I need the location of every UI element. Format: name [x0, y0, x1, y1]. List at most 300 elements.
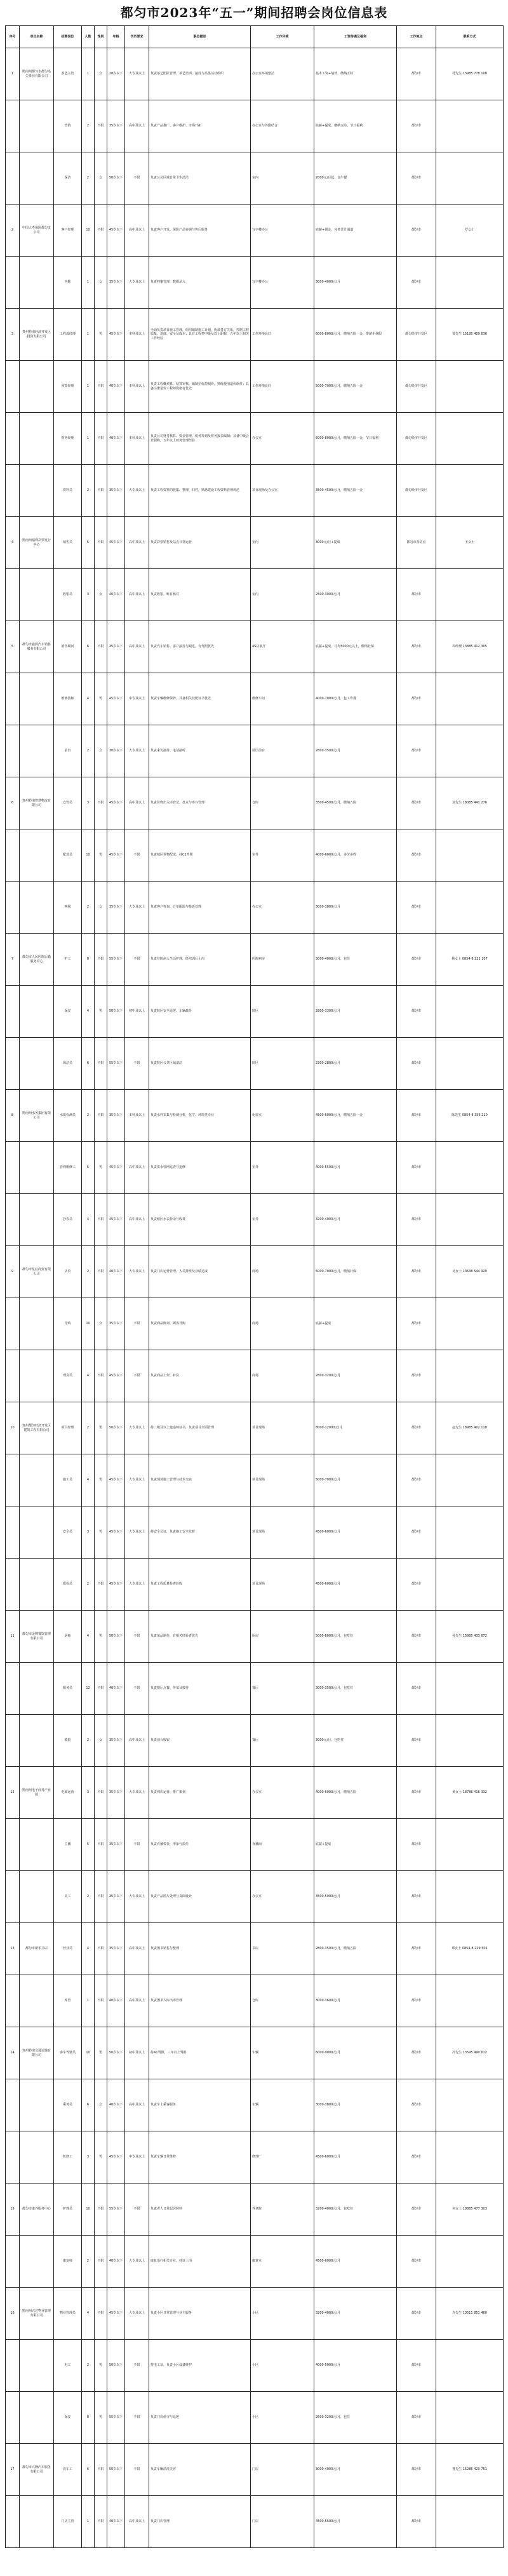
cell-description: 持二级及以上建造师证书，负责项目全面管理 [149, 1402, 251, 1454]
table-row [6, 1715, 504, 1767]
cell-position: 预算经理 [54, 361, 82, 413]
cell-seq: 11 [6, 1611, 20, 1663]
cell-description: 负责直播带货，形象气质佳 [149, 1819, 251, 1871]
cell-description: 负责车上乘客服务 [149, 2079, 251, 2131]
cell-gender: 男 [95, 1402, 107, 1454]
cell-education: 本科及以上 [125, 309, 149, 361]
cell-education: 大专及以上 [125, 1506, 149, 1559]
cell-company [20, 2236, 54, 2288]
cell-age: 35岁以下 [107, 257, 125, 309]
table-row [6, 725, 504, 777]
cell-contact: 何女士 18885 477 303 [436, 2184, 504, 2236]
cell-seq: 9 [6, 1246, 20, 1298]
cell-position: 质检员 [54, 1559, 82, 1611]
cell-location: 都匀市 [397, 1402, 436, 1454]
header-education: 学历要求 [125, 26, 149, 48]
cell-education: 高中及以上 [125, 100, 149, 152]
cell-company: 都匀市兴隆汽车服务有限公司 [20, 2444, 54, 2496]
cell-salary: 基本工资+绩效，缴纳五险 [314, 48, 397, 100]
cell-seq [6, 361, 20, 413]
cell-company [20, 1298, 54, 1350]
cell-seq [6, 1559, 20, 1611]
cell-environment: 院区 [251, 1038, 314, 1090]
cell-education: 高中及以上 [125, 1194, 149, 1246]
cell-gender: 不限 [95, 2444, 107, 2496]
cell-gender: 不限 [95, 621, 107, 673]
cell-position: 店长 [54, 1246, 82, 1298]
cell-seq [6, 829, 20, 882]
cell-salary: 2000元/月起，包午餐 [314, 152, 397, 205]
cell-position: 抄表员 [54, 1194, 82, 1246]
cell-age: 35岁以下 [107, 1819, 125, 1871]
cell-gender: 男 [95, 1454, 107, 1506]
cell-location: 都匀市 [397, 1611, 436, 1663]
cell-position: 保安 [54, 986, 82, 1038]
cell-seq [6, 1142, 20, 1194]
cell-seq: 1 [6, 48, 20, 100]
cell-age: 50岁以下 [107, 2340, 125, 2392]
cell-position: 护理员 [54, 2184, 82, 2236]
cell-position: 理货员 [54, 1350, 82, 1402]
cell-position: 机修工 [54, 2131, 82, 2184]
table-row [6, 1090, 504, 1142]
cell-environment: 办公室与外勤结合 [251, 100, 314, 152]
cell-position: 康复师 [54, 2236, 82, 2288]
cell-count: 5 [82, 1142, 95, 1194]
table-row [6, 2236, 504, 2288]
cell-seq: 16 [6, 2288, 20, 2340]
cell-age: 45岁以下 [107, 1559, 125, 1611]
cell-description: 负责档案管理、数据录入 [149, 257, 251, 309]
cell-location: 都匀市 [397, 1715, 436, 1767]
cell-count: 10 [82, 1298, 95, 1350]
cell-salary: 4000-7000元/月，包工作餐 [314, 673, 397, 725]
cell-company: 黔南州都匀市都匀毛尖茶业有限公司 [20, 48, 54, 100]
cell-contact [436, 1663, 504, 1715]
cell-environment: 餐厅 [251, 1715, 314, 1767]
cell-education: 不限 [125, 1038, 149, 1090]
cell-age: 50岁以下 [107, 2027, 125, 2079]
table-row [6, 1975, 504, 2027]
cell-education: 不限 [125, 152, 149, 205]
cell-location: 都匀市 [397, 1454, 436, 1506]
cell-position: 工程部经理 [54, 309, 82, 361]
table-row [6, 2496, 504, 2548]
table-row [6, 882, 504, 934]
table-row [6, 2288, 504, 2340]
cell-age: 50岁以下 [107, 1402, 125, 1454]
cell-salary: 底薪+提成 [314, 1298, 397, 1350]
cell-age: 40岁以下 [107, 361, 125, 413]
cell-seq [6, 1350, 20, 1402]
cell-seq [6, 465, 20, 517]
cell-seq [6, 1038, 20, 1090]
cell-contact [436, 100, 504, 152]
cell-contact [436, 1350, 504, 1402]
cell-seq [6, 152, 20, 205]
cell-seq [6, 1975, 20, 2027]
cell-seq [6, 2131, 20, 2184]
cell-age: 40岁以下 [107, 2079, 125, 2131]
cell-age: 35岁以下 [107, 1923, 125, 1975]
cell-contact: 贾先生 15185 409 636 [436, 309, 504, 361]
cell-seq: 17 [6, 2444, 20, 2496]
cell-count: 2 [82, 100, 95, 152]
cell-position: 项目经理 [54, 1402, 82, 1454]
cell-education: 大专及以上 [125, 1454, 149, 1506]
cell-education: 不限 [125, 2340, 149, 2392]
cell-company [20, 100, 54, 152]
cell-company [20, 569, 54, 621]
cell-environment: 办公室 [251, 882, 314, 934]
cell-description: 负责公司区域日常卫生清洁 [149, 152, 251, 205]
cell-contact [436, 1194, 504, 1246]
cell-position: 收银员 [54, 569, 82, 621]
cell-education: 大专及以上 [125, 725, 149, 777]
cell-company [20, 1871, 54, 1923]
cell-location: 都匀市 [397, 2131, 436, 2184]
cell-age: 55岁以下 [107, 1038, 125, 1090]
cell-salary: 底薪+提成，缴纳五险，节日福利 [314, 100, 397, 152]
table-row [6, 1402, 504, 1454]
cell-location: 都匀市 [397, 1663, 436, 1715]
cell-salary: 4500-6000元/月，缴纳五险一金 [314, 1090, 397, 1142]
table-row [6, 1246, 504, 1298]
cell-contact: 陈先生 0854-8 356 210 [436, 1090, 504, 1142]
cell-environment: 室内 [251, 152, 314, 205]
cell-gender: 不限 [95, 1194, 107, 1246]
cell-position: 配送员 [54, 829, 82, 882]
table-row [6, 673, 504, 725]
cell-location: 都匀市 [397, 100, 436, 152]
cell-count: 10 [82, 829, 95, 882]
cell-company [20, 829, 54, 882]
cell-gender: 女 [95, 1715, 107, 1767]
cell-education: 不限 [125, 2392, 149, 2444]
cell-count: 1 [82, 257, 95, 309]
cell-contact [436, 2236, 504, 2288]
cell-position: 保洁员 [54, 1038, 82, 1090]
cell-age: 30岁以下 [107, 725, 125, 777]
cell-location: 都匀市 [397, 882, 436, 934]
cell-location: 都匀市 [397, 1246, 436, 1298]
cell-education: 不限 [125, 1298, 149, 1350]
cell-seq [6, 986, 20, 1038]
cell-description: 负责现场施工管理与技术交底 [149, 1454, 251, 1506]
cell-company [20, 257, 54, 309]
cell-age: 35岁以下 [107, 1298, 125, 1350]
cell-salary: 2500-3000元/月 [314, 569, 397, 621]
cell-count: 6 [82, 621, 95, 673]
table-row [6, 48, 504, 100]
cell-gender: 不限 [95, 1559, 107, 1611]
cell-age: 35岁以下 [107, 1871, 125, 1923]
cell-location: 都匀市 [397, 1194, 436, 1246]
cell-position: 厨师 [54, 1611, 82, 1663]
cell-contact [436, 2496, 504, 2548]
cell-environment: 项目现场 [251, 1454, 314, 1506]
cell-gender: 女 [95, 1298, 107, 1350]
cell-age: 50岁以下 [107, 1611, 125, 1663]
cell-salary: 3500-4500元/月，缴纳五险 [314, 777, 397, 829]
cell-company: 黔南州福利彩票发行中心 [20, 517, 54, 569]
cell-description: 负责餐厅点餐、传菜及接待 [149, 1663, 251, 1715]
cell-position: 美工 [54, 1871, 82, 1923]
cell-education: 不限 [125, 934, 149, 986]
cell-gender: 不限 [95, 1767, 107, 1819]
cell-position: 水质检测员 [54, 1090, 82, 1142]
cell-description: 负责图书销售与整理 [149, 1923, 251, 1975]
cell-education: 本科及以上 [125, 361, 149, 413]
cell-age: 35岁以下 [107, 621, 125, 673]
cell-age: 40岁以下 [107, 1663, 125, 1715]
cell-salary: 5000-8000元/月，包吃住 [314, 1611, 397, 1663]
header-seq: 序号 [6, 26, 20, 48]
cell-location: 都匀市 [397, 829, 436, 882]
cell-education: 不限 [125, 2184, 149, 2236]
cell-contact [436, 257, 504, 309]
cell-education: 高中及以上 [125, 1715, 149, 1767]
cell-education: 本科及以上 [125, 413, 149, 465]
table-row [6, 1559, 504, 1611]
cell-contact [436, 152, 504, 205]
cell-age: 35岁以下 [107, 882, 125, 934]
cell-gender: 不限 [95, 1819, 107, 1871]
cell-education: 大专及以上 [125, 1402, 149, 1454]
cell-contact [436, 1559, 504, 1611]
cell-age: 45岁以下 [107, 1454, 125, 1506]
cell-seq [6, 2236, 20, 2288]
cell-salary: 4000-5500元/月 [314, 1142, 397, 1194]
cell-count: 2 [82, 1246, 95, 1298]
cell-location: 都匀市 [397, 673, 436, 725]
cell-gender: 不限 [95, 1246, 107, 1298]
cell-salary: 4500-6000元/月 [314, 1559, 397, 1611]
cell-environment: 维修车间 [251, 673, 314, 725]
cell-company [20, 2079, 54, 2131]
cell-count: 2 [82, 2340, 95, 2392]
cell-count: 8 [82, 2392, 95, 2444]
cell-seq [6, 725, 20, 777]
cell-environment: 修理厂 [251, 2131, 314, 2184]
cell-seq [6, 2392, 20, 2444]
cell-count: 1 [82, 48, 95, 100]
table-row [6, 1923, 504, 1975]
cell-location: 都匀市 [397, 2079, 436, 2131]
cell-contact: 赵先生 18985 402 118 [436, 1402, 504, 1454]
cell-education: 高中及以上 [125, 777, 149, 829]
cell-count: 4 [82, 1194, 95, 1246]
cell-location: 都匀市 [397, 1298, 436, 1350]
cell-salary: 3200-4000元/月 [314, 2288, 397, 2340]
cell-description: 负责工程资料的收集、整理、归档，熟悉建设工程资料管理规范 [149, 465, 251, 517]
cell-education: 高中及以上 [125, 621, 149, 673]
cell-count: 5 [82, 517, 95, 569]
cell-count: 2 [82, 152, 95, 205]
cell-education: 不限 [125, 2444, 149, 2496]
cell-description: 负责产品推广、客户维护、市场开拓 [149, 100, 251, 152]
cell-environment: 商场 [251, 1350, 314, 1402]
cell-seq: 13 [6, 1923, 20, 1975]
cell-gender: 女 [95, 152, 107, 205]
cell-count: 1 [82, 1975, 95, 2027]
cell-location: 都匀市 [397, 1559, 436, 1611]
cell-count: 8 [82, 934, 95, 986]
cell-education: 高中及以上 [125, 2079, 149, 2131]
cell-age: 50岁以下 [107, 2444, 125, 2496]
cell-company: 都匀市康养服务中心 [20, 2184, 54, 2236]
cell-environment: 商场 [251, 1298, 314, 1350]
cell-age: 40岁以下 [107, 413, 125, 465]
header-position: 招聘岗位 [54, 26, 82, 48]
cell-environment: 书店 [251, 1923, 314, 1975]
cell-position: 客服 [54, 882, 82, 934]
cell-count: 2 [82, 725, 95, 777]
header-company: 单位名称 [20, 26, 54, 48]
cell-salary: 底薪+提成 [314, 1819, 397, 1871]
cell-company [20, 986, 54, 1038]
cell-gender: 女 [95, 257, 107, 309]
cell-education: 中专及以上 [125, 673, 149, 725]
cell-education: 高中及以上 [125, 205, 149, 257]
cell-count: 10 [82, 2027, 95, 2079]
cell-count: 2 [82, 465, 95, 517]
cell-age: 28岁以下 [107, 48, 125, 100]
cell-description: 负责水样采集与检测分析，化学、环境类专业 [149, 1090, 251, 1142]
header-location: 工作地点 [397, 26, 436, 48]
cell-seq [6, 1506, 20, 1559]
cell-age: 50岁以下 [107, 152, 125, 205]
cell-gender: 男 [95, 309, 107, 361]
cell-environment: 室外 [251, 829, 314, 882]
cell-count: 3 [82, 2131, 95, 2184]
cell-seq: 5 [6, 621, 20, 673]
cell-gender: 女 [95, 725, 107, 777]
table-row [6, 1611, 504, 1663]
cell-salary: 3000-4000元/月 [314, 257, 397, 309]
cell-salary: 4000-6000元/月，多劳多得 [314, 829, 397, 882]
cell-gender: 男 [95, 2392, 107, 2444]
header-gender: 性别 [95, 26, 107, 48]
cell-count: 4 [82, 1350, 95, 1402]
cell-environment: 室内 [251, 569, 314, 621]
cell-contact [436, 1975, 504, 2027]
cell-gender: 女 [95, 48, 107, 100]
cell-environment: 办公室 [251, 1871, 314, 1923]
table-row [6, 986, 504, 1038]
table-row [6, 1871, 504, 1923]
cell-age: 45岁以下 [107, 777, 125, 829]
cell-location: 都匀经济开发区 [397, 309, 436, 361]
cell-count: 3 [82, 1767, 95, 1819]
cell-seq [6, 569, 20, 621]
cell-description: 负责车辆日常维修 [149, 2131, 251, 2184]
cell-company [20, 1038, 54, 1090]
table-row [6, 2392, 504, 2444]
cell-company: 黔南州水务集团有限公司 [20, 1090, 54, 1142]
cell-location: 都匀市 [397, 725, 436, 777]
cell-position: 洗车工 [54, 2444, 82, 2496]
cell-description: 负责商品上架、补货 [149, 1350, 251, 1402]
cell-location: 都匀市 [397, 1506, 436, 1559]
cell-description: 负责彩票销售及站点日常运营 [149, 517, 251, 569]
cell-seq [6, 257, 20, 309]
cell-age: 45岁以下 [107, 2288, 125, 2340]
table-row [6, 1142, 504, 1194]
cell-description: 负责图书入库出库管理 [149, 1975, 251, 2027]
cell-age: 40岁以下 [107, 569, 125, 621]
cell-salary: 3200-4000元/月，包吃住 [314, 2184, 397, 2236]
cell-contact [436, 1819, 504, 1871]
cell-seq [6, 2079, 20, 2131]
cell-position: 保安 [54, 2392, 82, 2444]
cell-environment: 门店 [251, 2444, 314, 2496]
cell-count: 2 [82, 882, 95, 934]
cell-company [20, 1715, 54, 1767]
cell-position: 茶艺主管 [54, 48, 82, 100]
cell-seq: 6 [6, 777, 20, 829]
cell-location: 都匀市 [397, 205, 436, 257]
cell-seq: 2 [6, 205, 20, 257]
cell-gender: 不限 [95, 465, 107, 517]
cell-salary: 6000-9000元/月 [314, 2027, 397, 2079]
cell-description: 负责商品陈列、顾客导购 [149, 1298, 251, 1350]
cell-count: 3 [82, 569, 95, 621]
cell-environment: 室外 [251, 1142, 314, 1194]
cell-age: 45岁以下 [107, 309, 125, 361]
cell-contact: 王女士 [436, 517, 504, 569]
page-title: 都匀市2023年“五一”期间招聘会岗位信息表 [120, 5, 388, 20]
cell-environment: 展厅前台 [251, 725, 314, 777]
cell-location: 都匀市 [397, 934, 436, 986]
cell-description: 负责老人日常起居照料 [149, 2184, 251, 2236]
cell-company [20, 361, 54, 413]
cell-age: 40岁以下 [107, 2236, 125, 2288]
cell-seq: 8 [6, 1090, 20, 1142]
cell-age: 35岁以下 [107, 100, 125, 152]
cell-company [20, 1975, 54, 2027]
table-row [6, 2131, 504, 2184]
cell-contact: 黄女士 18786 416 332 [436, 1767, 504, 1819]
cell-count: 1 [82, 413, 95, 465]
cell-environment: 工作环境良好 [251, 361, 314, 413]
cell-position: 营业员 [54, 1923, 82, 1975]
cell-company: 黔南州电子商务产业园 [20, 1767, 54, 1819]
cell-seq [6, 1663, 20, 1715]
cell-seq [6, 882, 20, 934]
cell-position: 营销 [54, 100, 82, 152]
cell-salary: 3000-4000元/月，包住 [314, 934, 397, 986]
cell-age: 55岁以下 [107, 2184, 125, 2236]
cell-description: 负责住院病人生活护理，经培训后上岗 [149, 934, 251, 986]
cell-education: 大专及以上 [125, 257, 149, 309]
cell-age: 45岁以下 [107, 1506, 125, 1559]
cell-description: 全面负责项目施工管理，组织编制施工计划，协调各方关系，控制工程质量、进度、安全及成本；具有工程类中级及以上职称，五年以上相关工作经验 [149, 309, 251, 361]
cell-age: 40岁以下 [107, 1975, 125, 2027]
cell-description: 负责网店运营、推广策划 [149, 1767, 251, 1819]
cell-description: 负责门岗值守与巡逻 [149, 2392, 251, 2444]
cell-count: 1 [82, 2496, 95, 2548]
cell-position: 管网维修工 [54, 1142, 82, 1194]
cell-company: 都匀市新华书店 [20, 1923, 54, 1975]
cell-salary: 6000-8000元/月，缴纳五险一金，节日福利 [314, 413, 397, 465]
table-row [6, 1767, 504, 1819]
cell-count: 2 [82, 1871, 95, 1923]
cell-environment: 仓库 [251, 777, 314, 829]
cell-company [20, 1350, 54, 1402]
cell-contact: 吴女士 13638 544 920 [436, 1246, 504, 1298]
cell-seq [6, 1454, 20, 1506]
